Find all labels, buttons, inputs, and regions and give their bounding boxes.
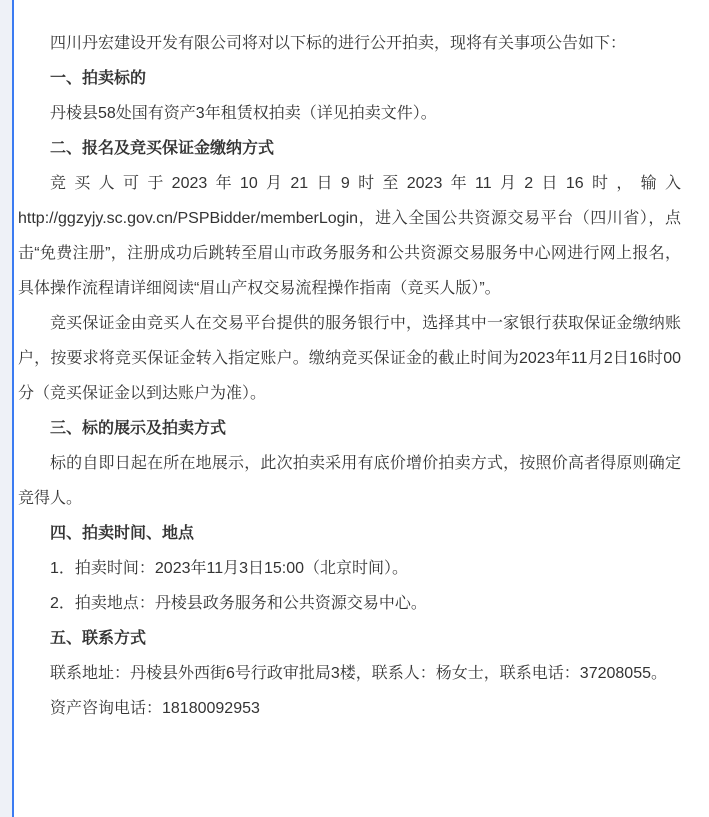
text-run: 标的自即日起在所在地展示，此次拍卖采用有底价增价拍卖方式，按照价高者得原则确定竞得人。 xyxy=(18,455,681,507)
paragraph xyxy=(18,166,681,306)
section-heading: 二、报名及竞买保证金缴纳方式 xyxy=(50,140,275,157)
text-run: 竞买保证金由竞买人在交易平台提供的服务银行中，选择其中一家银行获取保证金缴纳账户，按要求将竞买保证金转入指定账户。缴纳竞买保证金的截止时间为2023年11月2日16时00分（竞买保证金以到达账户为准）。 xyxy=(18,315,681,402)
text-run: 资产咨询电话：18180092953 xyxy=(50,700,260,717)
paragraph xyxy=(18,691,681,726)
paragraph xyxy=(18,656,681,691)
registration-url: http://ggzyjy.sc.gov.cn/PSPBidder/memberLogin xyxy=(18,210,359,227)
text-run: 1．拍卖时间：2023年11月3日15:00（北京时间）。 xyxy=(50,560,409,577)
left-accent-line xyxy=(12,0,14,817)
sections xyxy=(18,61,681,726)
section-heading: 三、标的展示及拍卖方式 xyxy=(50,420,227,437)
text-run: ，进入全国公共资源交易平台（四川省），点击“免费注册”，注册成功后跳转至眉山市政务服务和公共资源交易服务中心网进行网上报名，具体操作流程请详细阅读“眉山产权交易流程操作指南（竞买人版）”。 xyxy=(18,210,681,297)
text-run: 联系地址：丹棱县外西街6号行政审批局3楼，联系人：杨女士，联系电话：37208055。 xyxy=(50,665,667,682)
section-heading: 五、联系方式 xyxy=(50,630,147,647)
text-run: 丹棱县58处国有资产3年租赁权拍卖（详见拍卖文件）。 xyxy=(50,105,437,122)
paragraph xyxy=(18,446,681,516)
paragraph xyxy=(18,586,681,621)
paragraph xyxy=(18,551,681,586)
paragraph xyxy=(18,306,681,411)
section-heading: 四、拍卖时间、地点 xyxy=(50,525,195,542)
text-run: 2．拍卖地点：丹棱县政务服务和公共资源交易中心。 xyxy=(50,595,427,612)
section-heading: 一、拍卖标的 xyxy=(50,70,147,87)
left-margin-strip xyxy=(0,0,12,817)
paragraph xyxy=(18,96,681,131)
text-run: 竞买人可于2023年10月21日9时至2023年11月2日16时，输入 xyxy=(50,175,681,192)
intro-paragraph: 四川丹宏建设开发有限公司将对以下标的进行公开拍卖，现将有关事项公告如下： xyxy=(50,35,627,52)
